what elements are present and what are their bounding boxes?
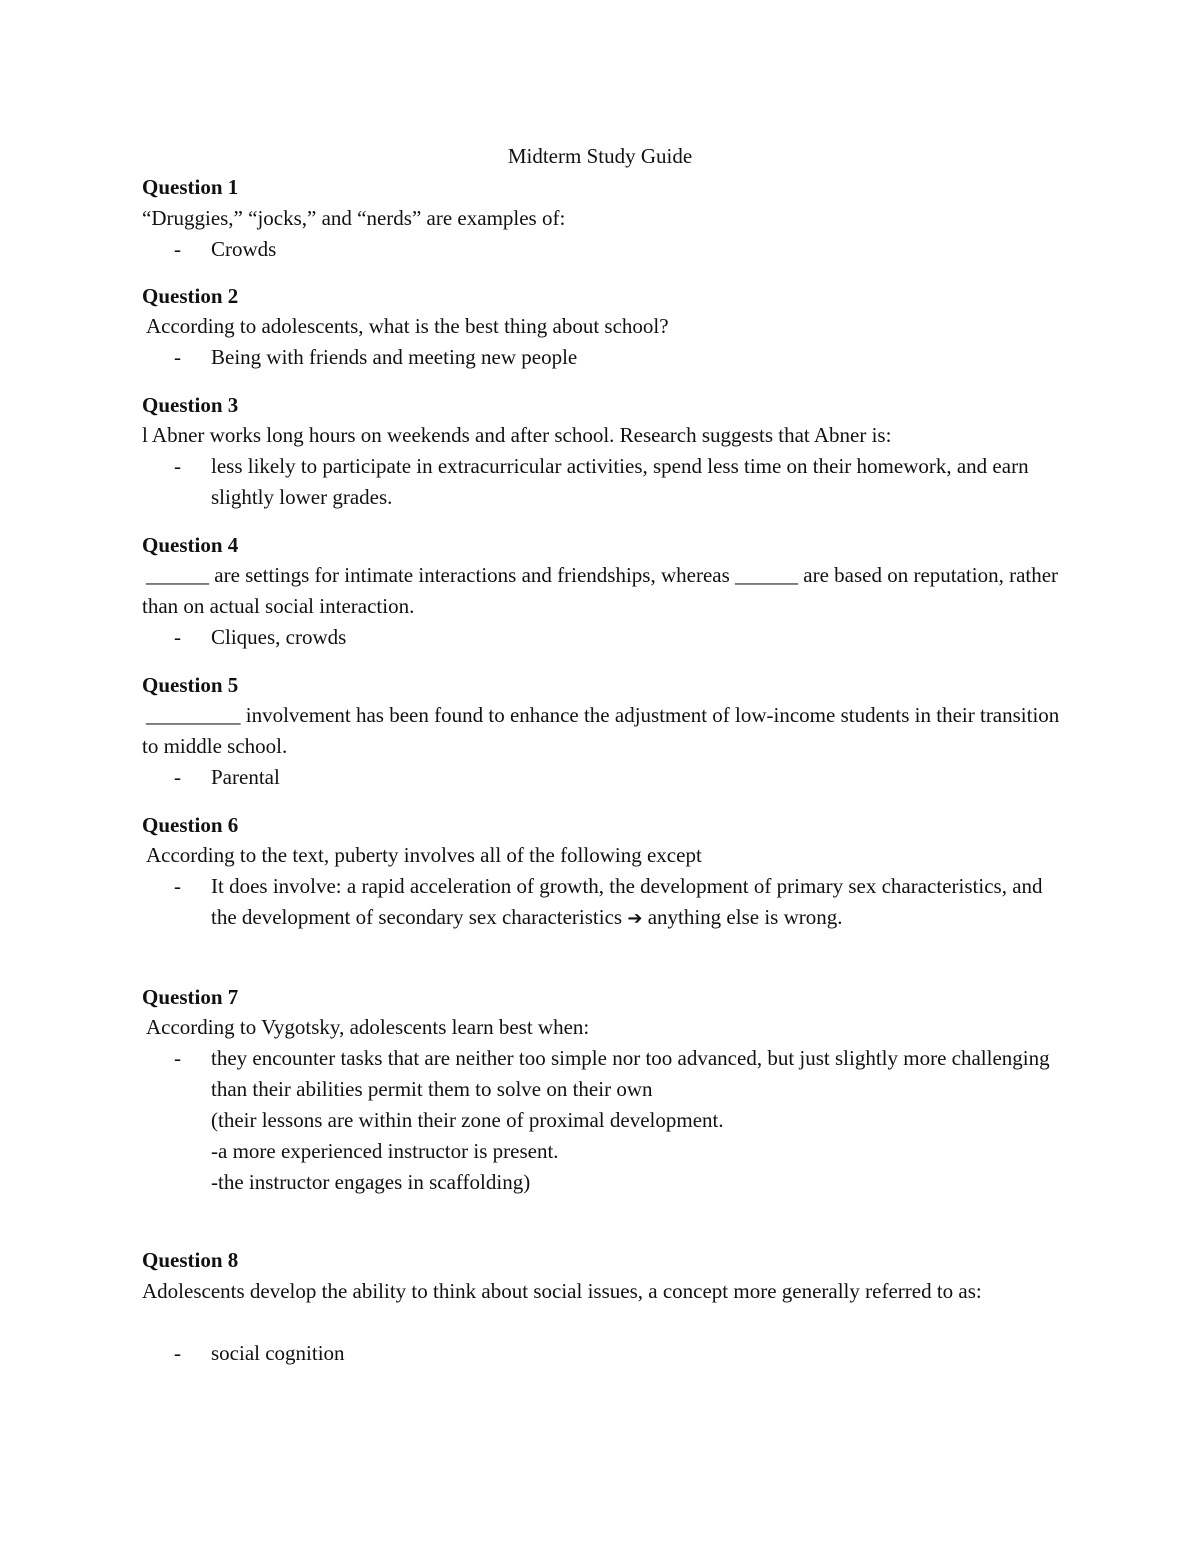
question-6-answer-part2: anything else is wrong. [647,905,843,929]
question-8-prompt: Adolescents develop the ability to think about social issues, a concept more generally referred to as: [142,1279,982,1303]
question-7-extra-line: (their lessons are within their zone of proximal development. [211,1108,724,1132]
question-2-answer: Being with friends and meeting new people [211,345,578,369]
question-7-prompt: According to Vygotsky, adolescents learn best when: [146,1015,590,1039]
question-1-answer: Crowds [211,237,277,261]
bullet-dash: - [174,765,181,789]
bullet-dash: - [174,345,181,369]
question-7-extra-line: -the instructor engages in scaffolding) [211,1170,531,1194]
document-title: Midterm Study Guide [507,144,693,168]
question-7-answer: they encounter tasks that are neither too simple nor too advanced, but just slightly more challenging than their abilities permit them to solve on their own [211,1046,1050,1101]
question-4-heading: Question 4 [142,533,239,557]
question-2-prompt: According to adolescents, what is the best thing about school? [146,314,669,338]
question-3-answer: less likely to participate in extracurricular activities, spend less time on their homework, and earn slightly lower grades. [211,454,1029,509]
bullet-dash: - [174,625,181,649]
question-6-answer [211,871,1061,934]
question-7-extra-line: -a more experienced instructor is present. [211,1139,559,1163]
bullet-dash: - [174,237,181,261]
question-1-heading: Question 1 [142,175,239,199]
question-4-prompt: ______ are settings for intimate interactions and friendships, whereas ______ are based on reputation, rather than on actual social interaction. [142,563,1059,618]
question-3-prompt: l Abner works long hours on weekends and after school. Research suggests that Abner is: [142,423,892,447]
bullet-dash: - [174,454,181,478]
bullet-dash: - [174,1046,181,1070]
question-8-heading: Question 8 [142,1248,239,1272]
question-6-heading: Question 6 [142,813,239,837]
bullet-dash: - [174,874,181,898]
question-6-answer-part1: It does involve: a rapid acceleration of growth, the development of primary sex characteristics, and the development of secondary sex characteristics [211,874,1043,929]
question-6-prompt: According to the text, puberty involves all of the following except [146,843,702,867]
question-7-heading: Question 7 [142,985,239,1009]
question-5-heading: Question 5 [142,673,239,697]
question-2-heading: Question 2 [142,284,239,308]
question-4-answer: Cliques, crowds [211,625,347,649]
question-8-answer: social cognition [211,1341,345,1365]
question-3-heading: Question 3 [142,393,239,417]
question-5-answer: Parental [211,765,280,789]
question-1-prompt: “Druggies,” “jocks,” and “nerds” are examples of: [142,206,566,230]
question-5-prompt: _________ involvement has been found to enhance the adjustment of low-income students in their transition to middle school. [142,703,1060,758]
bullet-dash: - [174,1341,181,1365]
arrow-right-icon: ➔ [627,908,643,929]
